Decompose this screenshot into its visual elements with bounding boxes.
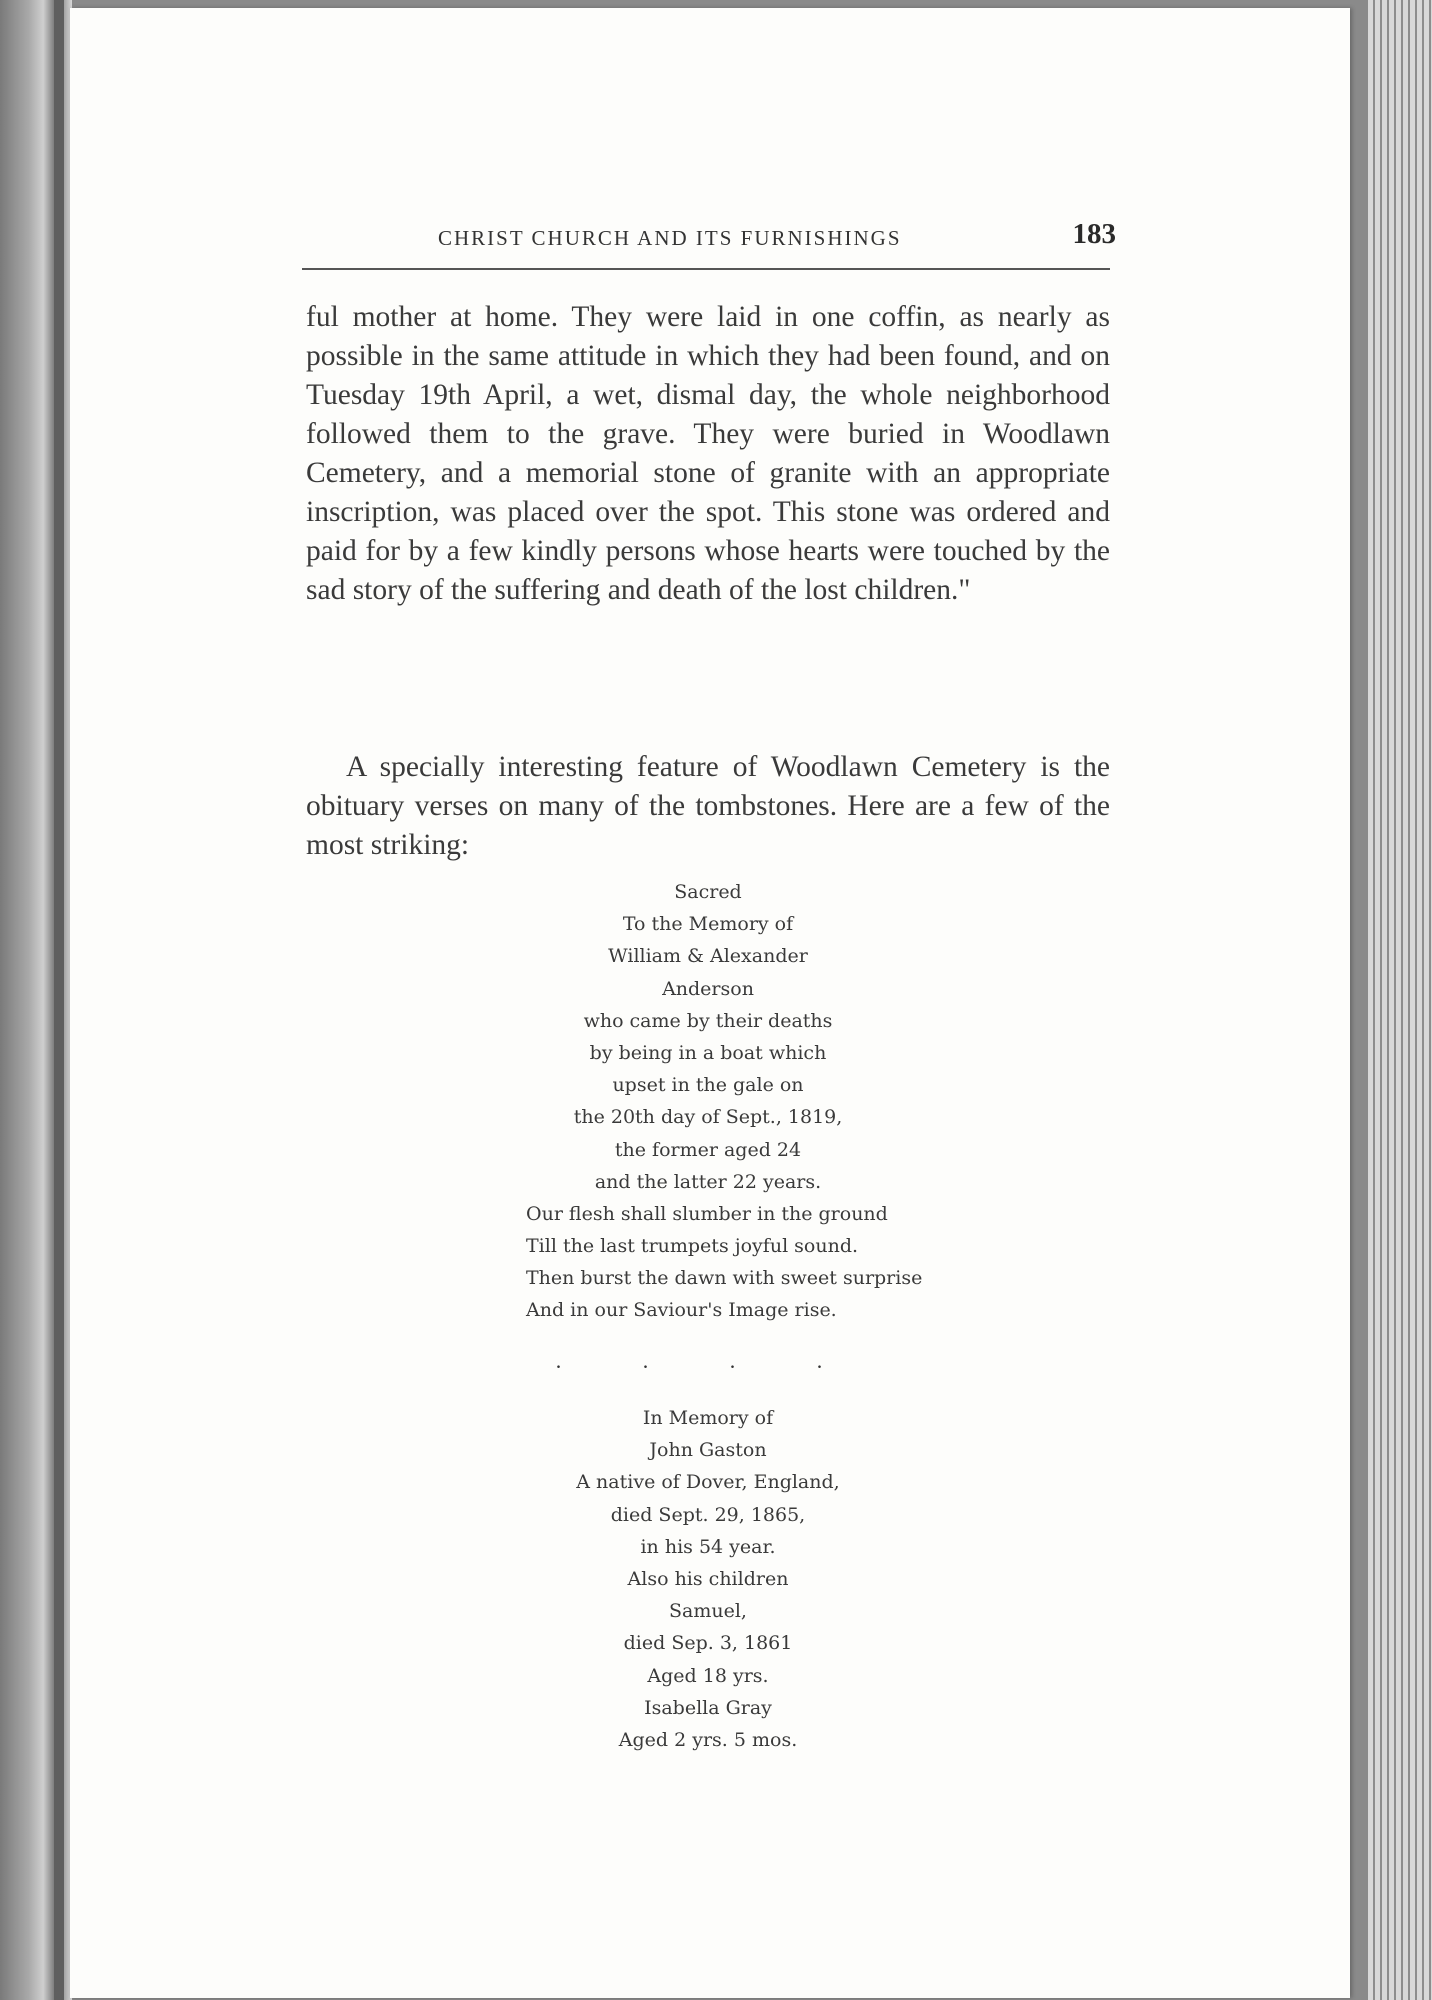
epitaph-line: To the Memory of [622, 913, 794, 936]
epitaph-line: and the latter 22 years. [594, 1170, 822, 1193]
page-number: 183 [1072, 218, 1116, 250]
epitaph-line: the 20th day of Sept., 1819, [573, 1106, 843, 1129]
epitaph-line: by being in a boat which [589, 1041, 827, 1064]
epitaph-line: Aged 18 yrs. [647, 1664, 769, 1687]
paragraph-1: ful mother at home. They were laid in one coffin, as nearly as possible in the same attitude in which they had been found, and on Tuesday 19th April, a wet, dismal day, the whole neighborhood followed them to the grave. They were buried in Woodlawn Cemetery, and a memorial stone of granite with an appropriate inscription, was placed over the spot. This stone was ordered and paid for by a few kindly persons whose hearts were touched by the sad story of the suffering and death of the lost children." [306, 301, 1110, 606]
epitaph-line: Sacred [674, 881, 742, 903]
epitaph-verse [526, 1198, 922, 1326]
verse-line: Our flesh shall slumber in the ground [526, 1203, 888, 1225]
epitaph-line: died Sept. 29, 1865, [610, 1503, 806, 1526]
book-page [70, 8, 1350, 1998]
epitaph-line: Anderson [662, 977, 754, 1000]
running-title: CHRIST CHURCH AND ITS FURNISHINGS [438, 226, 902, 250]
epitaph-line: In Memory of [642, 1407, 774, 1429]
page-edges [1368, 0, 1432, 2000]
binding-gutter [54, 0, 64, 2000]
epitaph-line: Aged 2 yrs. 5 mos. [618, 1728, 798, 1751]
paragraph-2: A specially interesting feature of Woodlawn Cemetery is the obituary verses on many of the tombstones. Here are a few of the most striking: [306, 751, 1110, 861]
epitaph-line: died Sep. 3, 1861 [623, 1632, 793, 1655]
epitaph-line: the former aged 24 [614, 1138, 802, 1161]
epitaph-line: Samuel, [669, 1600, 747, 1623]
epitaph-line: in his 54 year. [640, 1535, 776, 1558]
section-separator: . . . . [555, 1348, 861, 1373]
epitaph-gaston [306, 1402, 1110, 1756]
verse-line: Till the last trumpets joyful sound. [526, 1235, 859, 1257]
verse-line: And in our Saviour's Image rise. [526, 1299, 837, 1321]
epitaph-anderson [306, 876, 1110, 1198]
epitaph-line: A native of Dover, England, [576, 1471, 840, 1494]
epitaph-line: Also his children [627, 1567, 789, 1590]
epitaph-line: upset in the gale on [612, 1074, 804, 1097]
epitaph-line: who came by their deaths [583, 1009, 833, 1032]
verse-line: Then burst the dawn with sweet surprise [526, 1267, 923, 1289]
epitaph-line: John Gaston [649, 1439, 767, 1462]
page-header [302, 212, 1116, 270]
epitaph-line: William & Alexander [608, 945, 808, 968]
epitaph-line: Isabella Gray [644, 1696, 772, 1719]
